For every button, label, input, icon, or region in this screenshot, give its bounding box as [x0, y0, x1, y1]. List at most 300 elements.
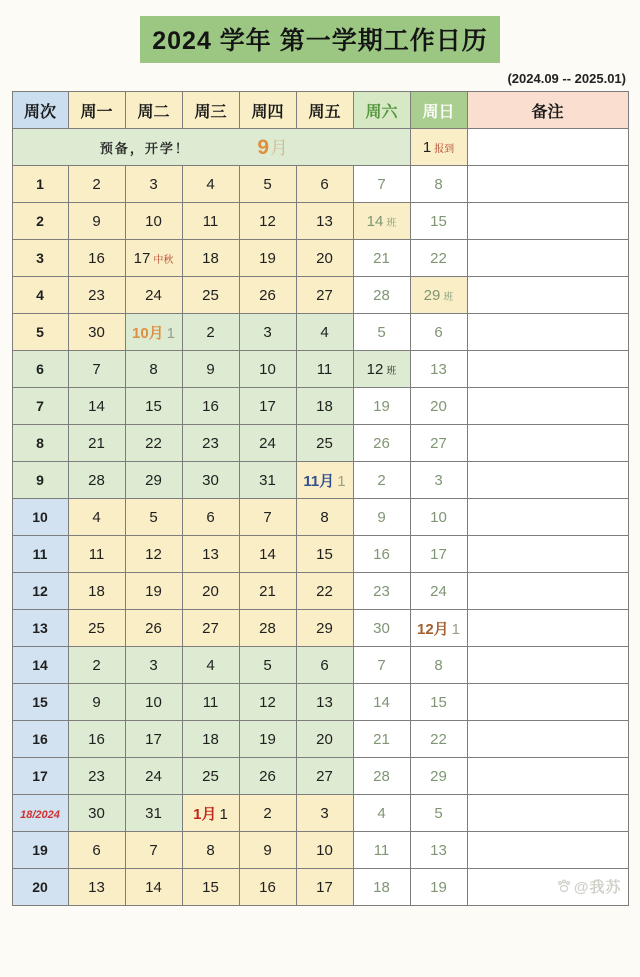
- day-cell: [410, 832, 467, 869]
- day-cell: [182, 499, 239, 536]
- notes-cell: [467, 129, 628, 166]
- cell-text: 18: [316, 397, 333, 415]
- day-cell: [296, 499, 353, 536]
- day-cell: [182, 795, 239, 832]
- day-cell: [239, 721, 296, 758]
- week-row-18: [12, 795, 628, 832]
- day-cell: [410, 573, 467, 610]
- day-cell: [68, 462, 125, 499]
- cell-text: 1: [219, 805, 228, 823]
- day-cell: [125, 240, 182, 277]
- day-cell: [125, 536, 182, 573]
- week-row-6: [12, 351, 628, 388]
- cell-text: 5: [36, 324, 44, 340]
- watermark: [556, 876, 622, 897]
- day-cell: [296, 647, 353, 684]
- week-number-cell: [12, 610, 68, 647]
- day-cell: [296, 758, 353, 795]
- day-cell: [182, 462, 239, 499]
- day-cell: [182, 425, 239, 462]
- day-cell: [182, 721, 239, 758]
- cell-text: 2: [206, 323, 215, 341]
- day-cell: [410, 758, 467, 795]
- notes-cell: [467, 684, 628, 721]
- notes-cell: [467, 203, 628, 240]
- cell-text: 15: [145, 397, 162, 415]
- month-banner-row: [12, 129, 628, 166]
- notes-cell: [467, 425, 628, 462]
- cell-text: 16: [88, 249, 105, 267]
- week-number-cell: [12, 869, 68, 906]
- day-cell: [410, 314, 467, 351]
- cell-text: 8: [434, 656, 443, 674]
- day-cell: [239, 684, 296, 721]
- day-cell: [296, 536, 353, 573]
- day-cell: [68, 425, 125, 462]
- cell-text: 4: [206, 175, 215, 193]
- cell-text: 21: [373, 249, 390, 267]
- day-cell: [68, 795, 125, 832]
- cell-text: 2: [377, 471, 386, 489]
- cell-text: 18: [88, 582, 105, 600]
- cell-text: 22: [316, 582, 333, 600]
- cell-text: 班: [386, 217, 397, 229]
- day-cell: [296, 795, 353, 832]
- watermark-text: @我苏: [573, 878, 622, 896]
- day-cell: [353, 536, 410, 573]
- cell-text: 7: [149, 841, 158, 859]
- day-cell: [125, 573, 182, 610]
- cell-text: 10: [145, 212, 162, 230]
- cell-text: 12: [32, 583, 48, 599]
- notes-cell: [467, 388, 628, 425]
- notes-cell: [467, 277, 628, 314]
- day-cell: [410, 240, 467, 277]
- cell-text: 25: [88, 619, 105, 637]
- week-number-cell: [12, 684, 68, 721]
- cell-text: 12: [259, 212, 276, 230]
- day-cell: [182, 351, 239, 388]
- day-cell: [353, 499, 410, 536]
- day-cell: [182, 758, 239, 795]
- cell-text: 19: [259, 249, 276, 267]
- cell-text: 24: [145, 286, 162, 304]
- cell-text: 4: [377, 804, 386, 822]
- cell-text: 8: [320, 508, 329, 526]
- cell-text: 27: [202, 619, 219, 637]
- day-cell: [353, 240, 410, 277]
- cell-text: 6: [92, 841, 101, 859]
- day-cell: [296, 573, 353, 610]
- cell-text: 15: [316, 545, 333, 563]
- cell-text: 16: [202, 397, 219, 415]
- date-range: (2024.09 -- 2025.01): [507, 71, 626, 86]
- day-cell: [68, 240, 125, 277]
- cell-text: 21: [259, 582, 276, 600]
- cell-text: 29: [423, 286, 441, 304]
- day-cell: [239, 536, 296, 573]
- day-cell: [239, 240, 296, 277]
- cell-text: 17: [32, 768, 48, 784]
- cell-text: 18: [373, 878, 390, 896]
- week-row-14: [12, 647, 628, 684]
- week-row-3: [12, 240, 628, 277]
- cell-text: 班: [443, 291, 454, 303]
- cell-text: 31: [145, 804, 162, 822]
- cell-text: 4: [36, 287, 44, 303]
- day-cell: [353, 573, 410, 610]
- cell-text: 7: [377, 656, 386, 674]
- week-row-20: [12, 869, 628, 906]
- day-cell: [239, 869, 296, 906]
- cell-text: 30: [88, 323, 105, 341]
- week-number-cell: [12, 425, 68, 462]
- day-cell: [239, 314, 296, 351]
- week-number-cell: [12, 499, 68, 536]
- cell-text: 15: [202, 878, 219, 896]
- day-cell: [296, 425, 353, 462]
- cell-text: 30: [88, 804, 105, 822]
- cell-text: 20: [202, 582, 219, 600]
- day-cell: [182, 388, 239, 425]
- cell-text: 12: [366, 360, 384, 378]
- cell-text: 1: [337, 472, 346, 490]
- cell-text: 19: [373, 397, 390, 415]
- week-row-4: [12, 277, 628, 314]
- day-cell: [125, 647, 182, 684]
- day-cell: [239, 277, 296, 314]
- cell-text: 19: [430, 878, 447, 896]
- cell-text: 10: [316, 841, 333, 859]
- week-row-13: [12, 610, 628, 647]
- day-cell: [125, 684, 182, 721]
- cell-text: 17: [145, 730, 162, 748]
- cell-text: 3: [36, 250, 44, 266]
- cell-text: 14: [145, 878, 162, 896]
- cell-text: 14: [366, 212, 384, 230]
- cell-text: 9: [36, 472, 44, 488]
- header-fri: 周五: [296, 92, 353, 129]
- cell-text: 1: [451, 620, 461, 638]
- day-cell: [410, 462, 467, 499]
- week-number-cell: [12, 240, 68, 277]
- header-mon: 周一: [68, 92, 125, 129]
- notes-cell: [467, 166, 628, 203]
- week-row-7: [12, 388, 628, 425]
- cell-text: 30: [373, 619, 390, 637]
- day-cell: [239, 166, 296, 203]
- notes-cell: [467, 314, 628, 351]
- notes-cell: [467, 832, 628, 869]
- day-cell: [125, 758, 182, 795]
- header-weeknum: 周次: [12, 92, 68, 129]
- week-number-cell: [12, 388, 68, 425]
- day-cell: [125, 499, 182, 536]
- cell-text: 7: [92, 360, 101, 378]
- cell-text: 26: [259, 767, 276, 785]
- cell-text: 23: [373, 582, 390, 600]
- day-cell: [296, 203, 353, 240]
- cell-text: 2: [92, 656, 101, 674]
- day-cell: [68, 647, 125, 684]
- day-cell: [239, 573, 296, 610]
- title-wrap: [0, 16, 640, 63]
- cell-text: 23: [88, 767, 105, 785]
- notes-cell: [467, 573, 628, 610]
- cell-text: 11: [316, 360, 333, 378]
- notes-cell: [467, 758, 628, 795]
- day-cell: [182, 240, 239, 277]
- cell-text: 14: [32, 657, 48, 673]
- cell-text: 18/2024: [20, 809, 60, 821]
- cell-text: 19: [32, 842, 48, 858]
- day-cell: [68, 832, 125, 869]
- day-cell: [353, 832, 410, 869]
- cell-text: 13: [32, 620, 48, 636]
- cell-text: 9: [92, 693, 101, 711]
- day-cell: [410, 166, 467, 203]
- day-cell: [353, 351, 410, 388]
- cell-text: 5: [149, 508, 158, 526]
- day-cell: [182, 536, 239, 573]
- day-cell: [353, 462, 410, 499]
- cell-text: 8: [36, 435, 44, 451]
- day-cell: [239, 610, 296, 647]
- day-cell: [239, 388, 296, 425]
- day-cell: [239, 425, 296, 462]
- day-cell: [125, 203, 182, 240]
- cell-text: 7: [36, 398, 44, 414]
- cell-text: 28: [373, 767, 390, 785]
- day-cell: [182, 647, 239, 684]
- cell-text: 13: [88, 878, 105, 896]
- cell-text: 7: [377, 175, 386, 193]
- day-cell: [182, 166, 239, 203]
- cell-text: 24: [430, 582, 447, 600]
- cell-text: 6: [206, 508, 215, 526]
- cell-text: 5: [434, 804, 443, 822]
- week-number-cell: [12, 203, 68, 240]
- week-row-5: [12, 314, 628, 351]
- day-cell: [410, 388, 467, 425]
- cell-text: 8: [434, 175, 443, 193]
- cell-text: 14: [373, 693, 390, 711]
- cell-text: 5: [377, 323, 386, 341]
- cell-text: 20: [32, 879, 48, 895]
- day-cell: [410, 425, 467, 462]
- cell-text: 3: [320, 804, 329, 822]
- cell-text: 31: [259, 471, 276, 489]
- cell-text: 27: [316, 767, 333, 785]
- day-cell: [410, 647, 467, 684]
- cell-text: 10: [430, 508, 447, 526]
- day-cell: [410, 684, 467, 721]
- header-sun: 周日: [410, 92, 467, 129]
- cell-text: 22: [430, 730, 447, 748]
- cell-text: 16: [373, 545, 390, 563]
- day-cell: [182, 573, 239, 610]
- cell-text: 1: [166, 324, 176, 342]
- cell-text: 24: [145, 767, 162, 785]
- week-row-16: [12, 721, 628, 758]
- cell-text: 9: [92, 212, 101, 230]
- day-cell: [296, 240, 353, 277]
- week-row-10: [12, 499, 628, 536]
- cell-text: 16: [32, 731, 48, 747]
- day-cell: [125, 832, 182, 869]
- cell-text: 13: [430, 841, 447, 859]
- cell-text: 20: [316, 249, 333, 267]
- day-cell: [68, 166, 125, 203]
- cell-text: 4: [206, 656, 215, 674]
- registration-day-cell: [410, 129, 467, 166]
- day-cell: [239, 499, 296, 536]
- cell-text: 5: [263, 175, 272, 193]
- cell-text: 21: [373, 730, 390, 748]
- cell-text: 14: [259, 545, 276, 563]
- cell-text: 28: [373, 286, 390, 304]
- day-cell: [410, 277, 467, 314]
- day-cell: [410, 499, 467, 536]
- cell-text: 1: [422, 138, 432, 156]
- week-row-8: [12, 425, 628, 462]
- week-number-cell: [12, 277, 68, 314]
- cell-text: 10: [145, 693, 162, 711]
- day-cell: [68, 499, 125, 536]
- cell-text: 17: [430, 545, 447, 563]
- day-cell: [68, 758, 125, 795]
- week-row-15: [12, 684, 628, 721]
- day-cell: [182, 314, 239, 351]
- cell-text: 2: [92, 175, 101, 193]
- cell-text: 9: [263, 841, 272, 859]
- header-notes: 备注: [467, 92, 628, 129]
- week-row-9: [12, 462, 628, 499]
- week-number-cell: [12, 536, 68, 573]
- cell-text: 17: [316, 878, 333, 896]
- day-cell: [296, 462, 353, 499]
- day-cell: [125, 277, 182, 314]
- week-number-cell: [12, 647, 68, 684]
- week-row-1: [12, 166, 628, 203]
- cell-text: 29: [430, 767, 447, 785]
- day-cell: [68, 314, 125, 351]
- september-banner: [12, 129, 410, 166]
- cell-text: 报到: [434, 143, 455, 155]
- cell-text: 28: [259, 619, 276, 637]
- day-cell: [353, 869, 410, 906]
- day-cell: [353, 647, 410, 684]
- cell-text: 11月: [303, 472, 335, 490]
- week-row-19: [12, 832, 628, 869]
- calendar-table: [12, 91, 629, 906]
- day-cell: [353, 758, 410, 795]
- cell-text: 10: [259, 360, 276, 378]
- day-cell: [68, 388, 125, 425]
- cell-text: 26: [259, 286, 276, 304]
- cell-text: 11: [32, 546, 48, 562]
- day-cell: [296, 388, 353, 425]
- cell-text: 12: [145, 545, 162, 563]
- day-cell: [239, 758, 296, 795]
- cell-text: 23: [202, 434, 219, 452]
- cell-text: 6: [320, 656, 329, 674]
- week-number-cell: [12, 721, 68, 758]
- cell-text: 17: [133, 249, 151, 267]
- cell-text: 11: [202, 212, 219, 230]
- cell-text: 25: [202, 286, 219, 304]
- cell-text: 26: [145, 619, 162, 637]
- cell-text: 13: [316, 693, 333, 711]
- cell-text: 27: [430, 434, 447, 452]
- cell-text: 10: [32, 509, 48, 525]
- day-cell: [353, 314, 410, 351]
- cell-text: 30: [202, 471, 219, 489]
- cell-text: 28: [88, 471, 105, 489]
- cell-text: 27: [316, 286, 333, 304]
- cell-text: 班: [386, 365, 397, 377]
- cell-text: 8: [149, 360, 158, 378]
- month-label-september: 9月: [257, 136, 289, 159]
- day-cell: [410, 610, 467, 647]
- cell-text: 1: [36, 176, 44, 192]
- day-cell: [239, 462, 296, 499]
- week-row-12: [12, 573, 628, 610]
- cell-text: 4: [320, 323, 329, 341]
- cell-text: 19: [259, 730, 276, 748]
- day-cell: [182, 610, 239, 647]
- cell-text: 6: [434, 323, 443, 341]
- day-cell: [410, 795, 467, 832]
- calendar-body: [12, 129, 628, 906]
- day-cell: [353, 203, 410, 240]
- day-cell: [125, 721, 182, 758]
- day-cell: [296, 166, 353, 203]
- notes-cell: [467, 351, 628, 388]
- cell-text: 19: [145, 582, 162, 600]
- cell-text: 29: [316, 619, 333, 637]
- cell-text: 11: [202, 693, 219, 711]
- notes-cell: [467, 499, 628, 536]
- week-number-cell: [12, 832, 68, 869]
- cell-text: 7: [263, 508, 272, 526]
- week-row-17: [12, 758, 628, 795]
- cell-text: 12月: [416, 620, 449, 638]
- week-number-cell: [12, 351, 68, 388]
- day-cell: [410, 536, 467, 573]
- day-cell: [410, 869, 467, 906]
- cell-text: 24: [259, 434, 276, 452]
- header-thu: 周四: [239, 92, 296, 129]
- day-cell: [68, 610, 125, 647]
- cell-text: 17: [259, 397, 276, 415]
- cell-text: 15: [32, 694, 48, 710]
- week-row-11: [12, 536, 628, 573]
- page-title: 2024 学年 第一学期工作日历: [140, 16, 500, 63]
- cell-text: 11: [88, 545, 105, 563]
- day-cell: [410, 203, 467, 240]
- day-cell: [410, 721, 467, 758]
- day-cell: [353, 795, 410, 832]
- cell-text: 22: [145, 434, 162, 452]
- day-cell: [182, 277, 239, 314]
- cell-text: 3: [149, 175, 158, 193]
- cell-text: 3: [434, 471, 443, 489]
- cell-text: 26: [373, 434, 390, 452]
- day-cell: [68, 573, 125, 610]
- cell-text: 3: [263, 323, 272, 341]
- day-cell: [125, 610, 182, 647]
